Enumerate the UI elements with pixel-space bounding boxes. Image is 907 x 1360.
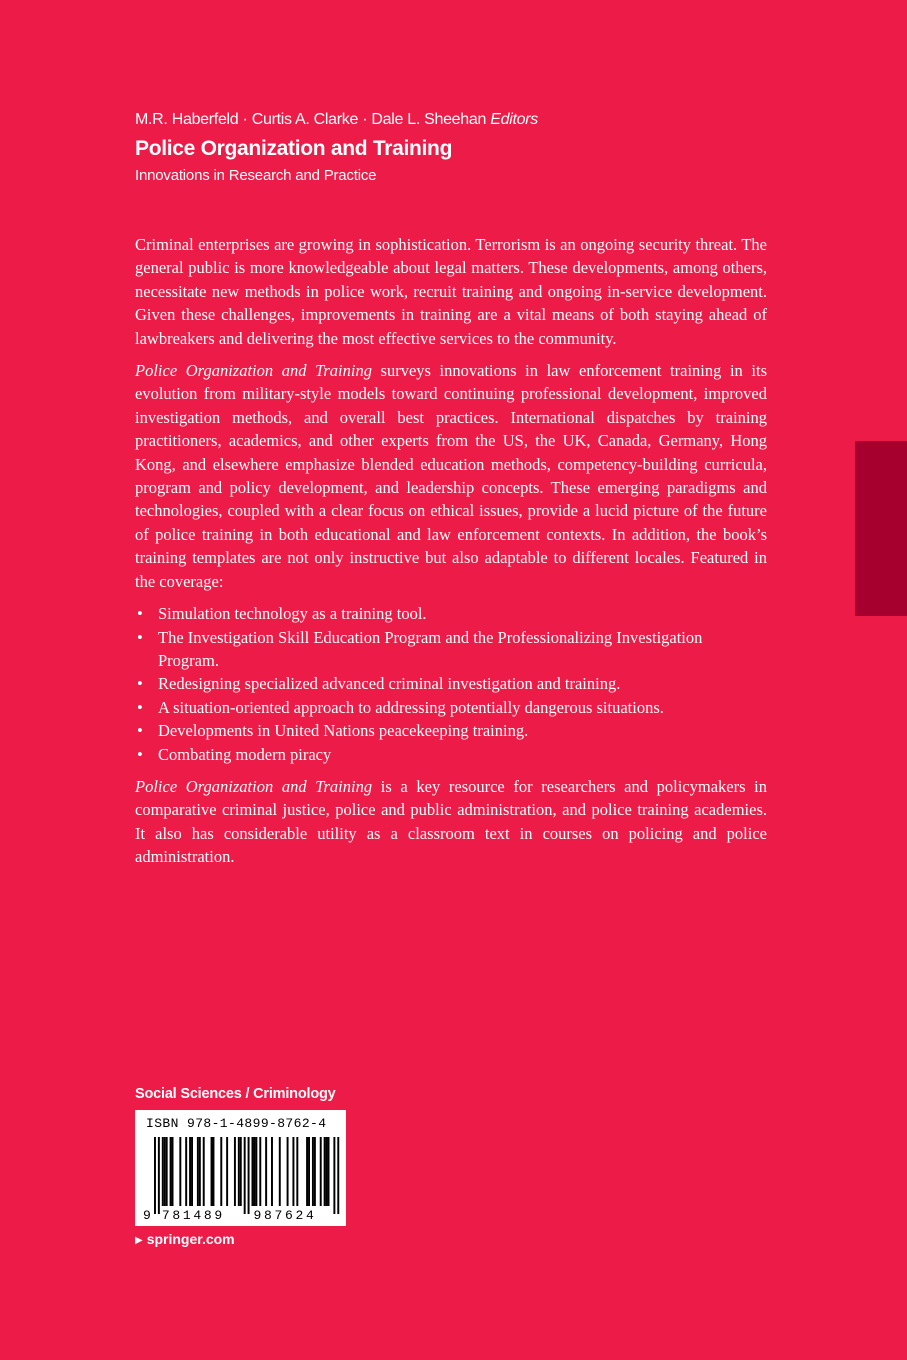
- barcode-bar: [265, 1137, 267, 1206]
- list-item: • A situation-oriented approach to addressing potentially dangerous situations.: [135, 696, 767, 719]
- barcode-bar: [238, 1137, 240, 1206]
- barcode-bar: [197, 1137, 199, 1206]
- blurb: [135, 233, 767, 878]
- barcode-bar: [253, 1137, 255, 1206]
- book-title-italic: Police Organization and Training: [135, 776, 373, 796]
- barcode-bar: [337, 1137, 339, 1214]
- barcode-bar: [306, 1137, 308, 1206]
- barcode-bar: [279, 1137, 281, 1206]
- blurb-paragraph-1: Criminal enterprises are growing in sophistication. Terrorism is an ongoing security threat. The general public is more knowledgeable about legal matters. These developments, among others, necessitate new methods in police work, recruit training and ongoing in-service development. Given these challenges, improvements in training are a vital means of both staying ahead of lawbreakers and delivering the most effective services to the community.: [135, 235, 767, 348]
- barcode-bar: [255, 1137, 257, 1206]
- list-item: • The Investigation Skill Education Program and the Professionalizing Investigation Program.: [135, 626, 767, 673]
- barcode-bar: [211, 1137, 213, 1206]
- blurb-paragraph-2-text: surveys innovations in law enforcement training in its evolution from military-style models toward continuing professional development, improved investigation methods, and overall best practices. International dispatches by training practitioners, academics, and other experts from the US, the UK, Canada, Germany, Hong Kong, and elsewhere emphasize blended education methods, competency-building curricula, program and policy development, and leadership concepts. These emerging paradigms and technologies, coupled with a clear focus on ethical issues, provide a lucid picture of the future of police training in both educational and law enforcement contexts. In addition, the book’s training templates are not only instructive but also adaptable to different locales. Featured in the coverage:: [135, 361, 767, 591]
- list-item: • Combating modern piracy: [135, 743, 767, 766]
- barcode-bar: [252, 1137, 254, 1206]
- barcode-bar: [324, 1137, 326, 1206]
- barcode-bar: [326, 1137, 328, 1206]
- publisher-link[interactable]: [135, 1231, 235, 1247]
- barcode-bar: [226, 1137, 228, 1206]
- barcode-bar: [220, 1137, 222, 1206]
- editors-names: M.R. Haberfeld · Curtis A. Clarke · Dale L. Sheehan: [135, 111, 487, 128]
- barcode-bar: [312, 1137, 314, 1206]
- subject-category: Social Sciences / Criminology: [135, 1086, 336, 1102]
- coverage-list: [135, 602, 767, 766]
- list-item: • Redesigning specialized advanced criminal investigation and training.: [135, 672, 767, 695]
- blurb-paragraph-2: [135, 359, 767, 593]
- editors-line: [135, 109, 775, 131]
- barcode-bar: [185, 1137, 187, 1206]
- barcode-bar: [287, 1137, 289, 1206]
- triangle-right-icon: ▶: [135, 1235, 143, 1246]
- barcode-bar: [203, 1137, 205, 1206]
- editors-role: Editors: [490, 111, 538, 128]
- isbn-label: ISBN 978-1-4899-8762-4: [146, 1116, 327, 1131]
- barcode-bar: [234, 1137, 236, 1206]
- barcode-bar: [179, 1137, 181, 1206]
- barcode-digits: 781489: [161, 1208, 225, 1223]
- side-tab: [855, 441, 907, 616]
- barcode-bar: [162, 1137, 164, 1206]
- barcode-bar: [172, 1137, 174, 1206]
- barcode-digits: 987624: [253, 1208, 317, 1223]
- barcode-bar: [259, 1137, 261, 1206]
- publisher-url: springer.com: [146, 1231, 235, 1247]
- barcode-bar: [170, 1137, 172, 1206]
- barcode-bar: [296, 1137, 298, 1206]
- barcode-bar: [240, 1137, 242, 1206]
- book-title-italic: Police Organization and Training: [135, 361, 372, 381]
- barcode-bar: [158, 1137, 160, 1214]
- book-header: [135, 109, 775, 187]
- blurb-paragraph-3: [135, 775, 767, 869]
- barcode-bar: [213, 1137, 215, 1206]
- barcode-bar: [199, 1137, 201, 1206]
- barcode-bar: [189, 1137, 191, 1206]
- blurb-paragraph-3-text: is a key resource for researchers and policymakers in comparative criminal justice, police and public administration, and police training academies. It also has considerable utility as a classroom text in courses on policing and police administration.: [135, 776, 767, 867]
- barcode-bar: [248, 1137, 250, 1214]
- barcode-bar: [328, 1137, 330, 1206]
- barcode-bar: [320, 1137, 322, 1206]
- book-subtitle: Innovations in Research and Practice: [135, 167, 377, 184]
- barcode-digits: 9: [143, 1208, 151, 1223]
- list-item: • Developments in United Nations peacekeeping training.: [135, 719, 767, 742]
- barcode-block: [135, 1110, 346, 1226]
- barcode-bar: [308, 1137, 310, 1206]
- barcode-bar: [271, 1137, 273, 1206]
- barcode-bar: [166, 1137, 168, 1206]
- barcode-bar: [154, 1137, 156, 1214]
- barcode-bar: [333, 1137, 335, 1214]
- book-title: Police Organization and Training: [135, 137, 453, 160]
- list-item: • Simulation technology as a training tool.: [135, 602, 767, 625]
- barcode-bar: [191, 1137, 193, 1206]
- barcode-bar: [244, 1137, 246, 1214]
- barcode-bar: [314, 1137, 316, 1206]
- barcode-bar: [292, 1137, 294, 1206]
- barcode-bar: [164, 1137, 166, 1206]
